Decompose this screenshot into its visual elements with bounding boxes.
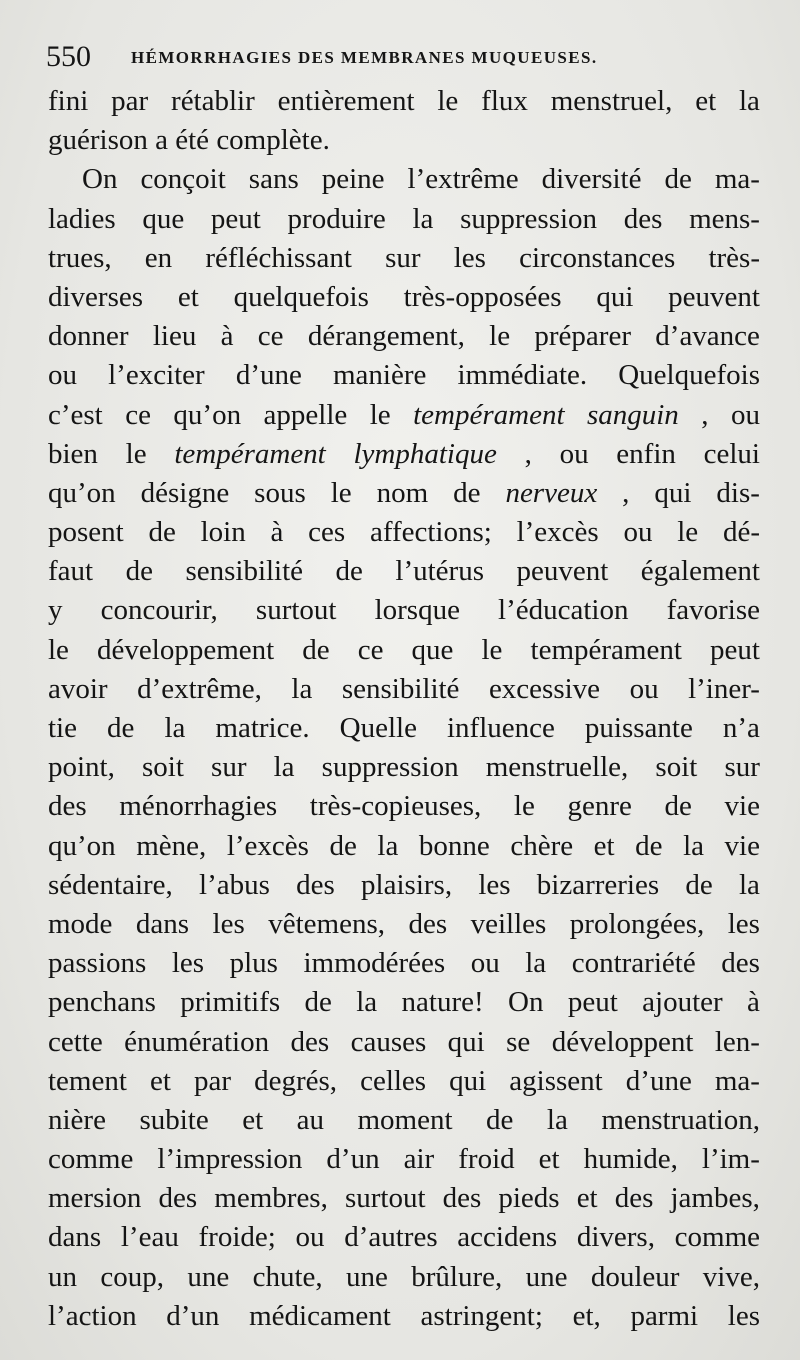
- word: penchans: [48, 986, 156, 1019]
- word: et: [177, 280, 199, 313]
- word: nière: [48, 1103, 106, 1136]
- word: ou: [559, 437, 589, 470]
- word: des: [408, 907, 448, 940]
- word: entièrement: [277, 85, 415, 117]
- word: l’impression: [157, 1143, 303, 1176]
- word: la: [739, 85, 760, 117]
- word: c’est: [48, 398, 103, 431]
- word: fini: [48, 85, 89, 117]
- word: les: [453, 241, 486, 274]
- word: sur: [211, 751, 247, 784]
- word: très-: [708, 241, 760, 274]
- word: ou: [48, 359, 77, 392]
- word: sensibilité: [341, 672, 460, 705]
- word: faut: [48, 555, 94, 588]
- text-line: [48, 944, 760, 983]
- word: des: [614, 1182, 654, 1215]
- italic-word: sanguin: [586, 398, 679, 431]
- word: peut: [567, 986, 618, 1019]
- word: des: [48, 790, 87, 823]
- word: pieds: [498, 1182, 560, 1215]
- word: Quelquefois: [618, 359, 760, 392]
- word: celles: [360, 1064, 427, 1097]
- word: les: [727, 1299, 760, 1332]
- word: la: [683, 829, 704, 862]
- word: peuvent: [668, 280, 760, 313]
- word: suppression: [460, 202, 598, 235]
- word: et: [576, 1182, 598, 1215]
- word: le: [481, 633, 503, 666]
- italic-word: lymphatique: [353, 437, 497, 470]
- word: loin: [200, 516, 246, 549]
- word: ,: [622, 476, 630, 509]
- word: à: [220, 320, 234, 353]
- word: prolongées,: [569, 907, 705, 940]
- word: la: [291, 672, 313, 705]
- word: diversité: [541, 163, 642, 196]
- word: sédentaire,: [48, 868, 173, 901]
- body-text: [48, 82, 760, 1336]
- word: les: [478, 868, 511, 901]
- word: conçoit: [140, 163, 226, 196]
- text-line: [48, 1101, 760, 1140]
- word: à: [270, 516, 284, 549]
- word: le: [369, 398, 391, 431]
- text-line: [48, 1023, 760, 1062]
- word: menstruelle,: [485, 751, 629, 784]
- word: concourir,: [100, 594, 218, 627]
- word: guérison: [48, 124, 156, 157]
- word: puissante: [584, 712, 693, 744]
- word: des: [158, 1182, 198, 1215]
- word: donner: [48, 320, 129, 353]
- word: douleur: [590, 1260, 680, 1293]
- word: nom: [376, 476, 429, 509]
- word: menstruation,: [601, 1103, 760, 1136]
- word: d’extrême,: [137, 672, 262, 705]
- word: bizarreries: [536, 868, 660, 901]
- word: ,: [701, 398, 709, 431]
- text-line: [48, 317, 760, 356]
- text-line: [48, 82, 760, 121]
- text-line: [48, 513, 760, 552]
- word: le: [513, 790, 535, 823]
- word: favorise: [666, 594, 760, 627]
- word: en: [144, 241, 173, 274]
- text-line: [48, 1218, 760, 1257]
- word: de: [664, 790, 692, 823]
- word: de: [125, 555, 153, 588]
- word: ou: [730, 398, 760, 431]
- text-line: [48, 474, 760, 513]
- word: d’un: [326, 1143, 380, 1176]
- word: par: [111, 85, 149, 117]
- word: de: [148, 516, 176, 549]
- word: le: [330, 476, 352, 509]
- word: l’im-: [701, 1143, 760, 1176]
- word: ladies: [48, 202, 116, 235]
- text-line: [48, 239, 760, 278]
- word: de: [486, 1103, 514, 1136]
- word: Quelle: [339, 712, 417, 744]
- text-line: [48, 278, 760, 317]
- word: air: [403, 1143, 435, 1176]
- word: membres,: [214, 1182, 328, 1215]
- word: peuvent: [516, 555, 609, 588]
- text-line: [48, 1258, 760, 1297]
- word: sous: [254, 476, 306, 509]
- word: lorsque: [374, 594, 460, 627]
- word: plaisirs,: [361, 868, 453, 901]
- word: été: [175, 124, 217, 157]
- word: peut: [709, 633, 760, 666]
- word: et,: [572, 1299, 601, 1332]
- word: dans: [135, 907, 190, 940]
- word: enfin: [616, 437, 676, 470]
- word: d’autres: [344, 1221, 438, 1254]
- word: ou: [623, 516, 653, 549]
- word: humide,: [583, 1143, 678, 1176]
- word: que: [142, 202, 185, 235]
- word: la: [356, 986, 378, 1019]
- word: vie: [724, 790, 760, 823]
- word: et: [695, 85, 717, 117]
- word: l’exciter: [108, 359, 205, 392]
- word: a: [155, 124, 176, 157]
- text-line: [48, 160, 760, 199]
- word: des: [442, 1182, 482, 1215]
- word: développement: [97, 633, 275, 666]
- word: le: [125, 437, 147, 470]
- word: au: [296, 1103, 325, 1136]
- word: de: [107, 712, 135, 744]
- text-line: [48, 748, 760, 787]
- word: ce: [125, 398, 151, 431]
- word: jambes,: [670, 1182, 760, 1215]
- word: primitifs: [180, 986, 281, 1019]
- text-line: [48, 1140, 760, 1179]
- word: de: [302, 633, 330, 666]
- text-line: [48, 591, 760, 630]
- word: tement: [48, 1064, 127, 1097]
- word: ce: [257, 320, 284, 353]
- word: passions: [48, 947, 147, 980]
- word: complète.: [216, 124, 330, 157]
- word: menstruel,: [550, 85, 673, 117]
- italic-word: nerveux: [505, 476, 598, 509]
- word: degrés,: [254, 1064, 338, 1097]
- word: qui: [596, 280, 634, 313]
- word: cette: [48, 1025, 103, 1058]
- word: posent: [48, 516, 124, 549]
- word: la: [546, 1103, 568, 1136]
- word: qui: [654, 476, 692, 509]
- word: très-opposées: [403, 280, 562, 313]
- word: et: [242, 1103, 264, 1136]
- word: sur: [724, 751, 760, 784]
- word: avoir: [48, 672, 108, 705]
- word: d’une: [235, 359, 302, 392]
- word: vêtemens,: [268, 907, 385, 940]
- word: sensibilité: [185, 555, 304, 588]
- word: l’éducation: [498, 594, 629, 627]
- text-line: [48, 121, 760, 160]
- word: comme: [674, 1221, 760, 1254]
- word: une: [525, 1260, 568, 1293]
- word: vive,: [702, 1260, 760, 1293]
- word: affections;: [369, 516, 492, 549]
- word: comme: [48, 1143, 134, 1176]
- text-line: [48, 1062, 760, 1101]
- word: d’avance: [655, 320, 760, 353]
- word: appelle: [263, 398, 348, 431]
- word: astringent;: [420, 1299, 543, 1332]
- word: ou: [629, 672, 659, 705]
- word: l’abus: [199, 868, 270, 901]
- word: froid: [458, 1143, 515, 1176]
- word: On: [82, 163, 118, 196]
- word: également: [640, 555, 760, 588]
- word: la: [273, 751, 295, 784]
- word: point,: [48, 751, 115, 784]
- word: la: [164, 712, 186, 744]
- italic-word: tempérament: [413, 398, 565, 431]
- word: froide;: [198, 1221, 276, 1254]
- word: bien: [48, 437, 98, 470]
- word: qui: [449, 1064, 487, 1097]
- running-title: HÉMORRHAGIES DES MEMBRANES MUQUEUSES.: [131, 48, 598, 67]
- word: lieu: [152, 320, 197, 353]
- word: soit: [142, 751, 184, 784]
- word: surtout: [344, 1182, 426, 1215]
- word: d’une: [625, 1064, 692, 1097]
- word: brûlure,: [411, 1260, 503, 1293]
- word: produire: [287, 202, 386, 235]
- word: l’action: [48, 1299, 137, 1332]
- word: mène,: [136, 829, 207, 862]
- word: que: [411, 633, 454, 666]
- word: développent: [551, 1025, 694, 1058]
- word: surtout: [255, 594, 337, 627]
- word: coup,: [100, 1260, 164, 1293]
- text-line: [48, 670, 760, 709]
- word: celui: [703, 437, 760, 470]
- word: immodérées: [303, 947, 446, 980]
- word: des: [623, 202, 663, 235]
- word: rétablir: [171, 85, 255, 117]
- word: le: [677, 516, 699, 549]
- word: à: [747, 986, 760, 1019]
- word: peine: [321, 163, 385, 196]
- word: l’extrême: [407, 163, 519, 196]
- word: dé-: [722, 516, 760, 549]
- text-line: [48, 787, 760, 826]
- word: médicament: [249, 1299, 391, 1332]
- word: sur: [385, 241, 421, 274]
- word: énumération: [124, 1025, 270, 1058]
- word: l’iner-: [688, 672, 760, 705]
- word: immédiate.: [457, 359, 588, 392]
- text-line: [48, 1179, 760, 1218]
- word: de: [453, 476, 481, 509]
- word: ajouter: [642, 986, 723, 1019]
- italic-word: tempérament: [174, 437, 326, 470]
- word: peut: [210, 202, 261, 235]
- word: suppression: [321, 751, 459, 784]
- word: moment: [357, 1103, 453, 1136]
- word: contrariété: [571, 947, 696, 980]
- word: le: [48, 633, 69, 666]
- word: de: [329, 829, 357, 862]
- word: On: [508, 986, 544, 1019]
- word: le: [489, 320, 511, 353]
- word: soit: [655, 751, 698, 784]
- word: excessive: [488, 672, 601, 705]
- text-line: [48, 631, 760, 670]
- word: bonne: [418, 829, 490, 862]
- word: une: [346, 1260, 388, 1293]
- word: la: [412, 202, 434, 235]
- word: causes: [350, 1025, 427, 1058]
- word: de: [664, 163, 692, 196]
- word: de: [685, 868, 713, 901]
- word: qu’on: [48, 476, 116, 509]
- word: mens-: [689, 202, 760, 235]
- word: dis-: [716, 476, 760, 509]
- word: y: [48, 594, 63, 627]
- text-line: [48, 983, 760, 1022]
- word: ces: [308, 516, 346, 549]
- word: chute,: [252, 1260, 323, 1293]
- word: l’eau: [120, 1221, 179, 1254]
- word: et: [593, 829, 615, 862]
- word: réfléchissant: [205, 241, 352, 274]
- word: matrice.: [215, 712, 310, 744]
- word: nature!: [401, 986, 484, 1019]
- word: se: [506, 1025, 531, 1058]
- word: circonstances: [519, 241, 676, 274]
- word: dans: [48, 1221, 102, 1254]
- text-line: [48, 356, 760, 395]
- word: les: [212, 907, 245, 940]
- word: accidens: [457, 1221, 558, 1254]
- word: parmi: [630, 1299, 699, 1332]
- word: qui: [447, 1025, 485, 1058]
- word: les: [727, 907, 760, 940]
- word: influence: [446, 712, 555, 744]
- word: plus: [229, 947, 278, 980]
- word: l’excès: [516, 516, 599, 549]
- word: quelquefois: [233, 280, 369, 313]
- word: ou: [470, 947, 500, 980]
- word: trues,: [48, 241, 112, 274]
- word: de: [304, 986, 332, 1019]
- word: de: [335, 555, 363, 588]
- word: ou: [295, 1221, 325, 1254]
- word: la: [377, 829, 399, 862]
- word: le: [437, 85, 459, 117]
- word: veilles: [470, 907, 547, 940]
- text-line: [48, 552, 760, 591]
- word: la: [525, 947, 547, 980]
- word: dérangement,: [307, 320, 465, 353]
- word: agissent: [509, 1064, 603, 1097]
- word: une: [187, 1260, 230, 1293]
- word: par: [193, 1064, 232, 1097]
- word: désigne: [140, 476, 230, 509]
- text-line: [48, 396, 760, 435]
- word: préparer: [534, 320, 631, 353]
- word: et: [149, 1064, 171, 1097]
- word: sans: [248, 163, 299, 196]
- text-line: [48, 905, 760, 944]
- word: et: [538, 1143, 560, 1176]
- text-line: [48, 827, 760, 866]
- word: des: [290, 1025, 330, 1058]
- word: flux: [481, 85, 528, 117]
- word: d’un: [166, 1299, 220, 1332]
- word: des: [721, 947, 760, 980]
- text-line: [48, 1297, 760, 1336]
- word: très-copieuses,: [309, 790, 482, 823]
- word: vie: [724, 829, 760, 862]
- word: ménorrhagies: [119, 790, 278, 823]
- word: ,: [524, 437, 532, 470]
- word: mersion: [48, 1182, 142, 1215]
- word: len-: [714, 1025, 760, 1058]
- word: tie: [48, 712, 77, 744]
- word: les: [171, 947, 205, 980]
- text-line: [48, 435, 760, 474]
- word: manière: [332, 359, 427, 392]
- word: genre: [567, 790, 632, 823]
- word: de: [635, 829, 663, 862]
- word: ma-: [714, 163, 760, 196]
- word: qu’on: [173, 398, 242, 431]
- word: l’excès: [226, 829, 309, 862]
- word: qu’on: [48, 829, 116, 862]
- word: tempérament: [530, 633, 682, 666]
- word: mode: [48, 907, 113, 940]
- word: la: [738, 868, 760, 901]
- text-line: [48, 200, 760, 239]
- page-number: 550: [46, 40, 91, 73]
- word: des: [296, 868, 335, 901]
- word: ma-: [714, 1064, 760, 1097]
- word: chère: [510, 829, 574, 862]
- word: ce: [357, 633, 384, 666]
- word: subite: [139, 1103, 209, 1136]
- text-line: [48, 709, 760, 748]
- word: l’utérus: [395, 555, 484, 588]
- word: n’a: [722, 712, 760, 744]
- page-header: [46, 38, 746, 78]
- text-line: [48, 866, 760, 905]
- word: un: [48, 1260, 77, 1293]
- word: divers,: [576, 1221, 655, 1254]
- word: diverses: [48, 280, 144, 313]
